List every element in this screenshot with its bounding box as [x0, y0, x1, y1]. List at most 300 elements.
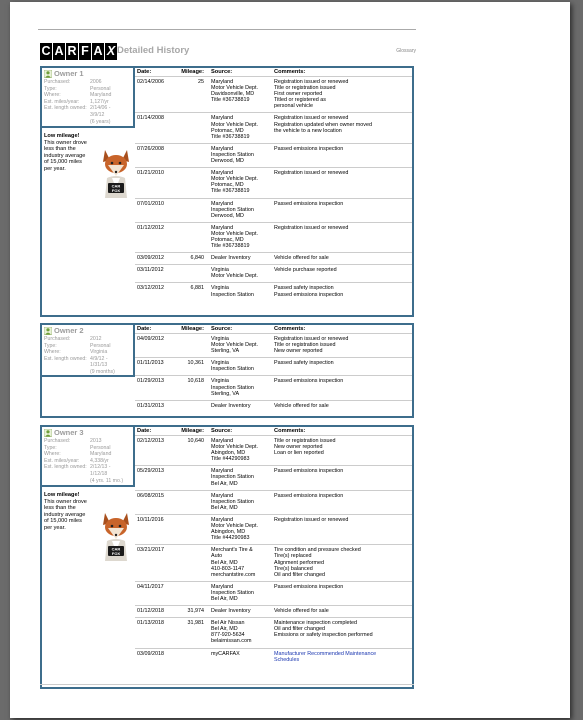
- owner-info-row: [44, 438, 131, 445]
- record-comment-line: Passed emissions inspection: [274, 583, 344, 590]
- record-comments: [272, 146, 412, 164]
- record-source: [209, 336, 272, 354]
- record-date: 01/12/2018: [137, 608, 164, 615]
- history-record-row: [135, 168, 412, 198]
- record-mileage: [172, 403, 209, 409]
- record-mileage: 10,640: [187, 438, 204, 444]
- logo-letter: A: [93, 44, 103, 58]
- history-record-row: [135, 334, 412, 358]
- owner-info-key: Purchased:: [44, 336, 71, 342]
- owner-title-text: Owner 2: [54, 326, 84, 335]
- record-date: 03/11/2012: [137, 267, 164, 274]
- record-comment-line: Registration issued or renewed: [274, 115, 349, 122]
- record-source-line: Motor Vehicle Dept.: [211, 85, 259, 92]
- next-section-edge: [40, 684, 414, 692]
- owner-info-box: [42, 325, 135, 377]
- svg-text:CAR: CAR: [111, 546, 121, 552]
- column-header-mileage: Mileage:: [181, 428, 204, 434]
- record-source-line: Inspection Station: [211, 291, 254, 298]
- record-source: [209, 608, 272, 614]
- record-comment-line: Passed emissions inspection: [274, 200, 344, 207]
- record-comments: [272, 493, 412, 511]
- record-source-line: Virginia: [211, 285, 229, 292]
- owner-info-value: 2006: [90, 79, 102, 85]
- record-source-line: merchantstire.com: [211, 571, 256, 578]
- record-date: 01/13/2018: [137, 620, 164, 627]
- history-record-row: [135, 582, 412, 606]
- record-comments: [272, 608, 412, 614]
- owner-info-row: [44, 119, 131, 126]
- history-record-row: [135, 649, 412, 666]
- record-source-line: Title #36738819: [211, 97, 250, 104]
- column-header-comments: Comments:: [274, 326, 306, 332]
- low-mileage-text: per year.: [44, 524, 66, 531]
- record-date: 03/09/2012: [137, 255, 164, 262]
- owner-info-list: [44, 336, 131, 376]
- record-mileage: 10,618: [187, 378, 204, 385]
- record-comment-line: Vehicle offered for sale: [274, 402, 329, 409]
- record-source: [209, 547, 272, 577]
- record-source-line: Motor Vehicle Dept.: [211, 444, 259, 451]
- low-mileage-text: This owner drove: [44, 498, 87, 505]
- owner-info-value: 4/9/12 -: [90, 355, 108, 362]
- record-source-line: Title #44290983: [211, 456, 250, 463]
- history-record-row: [135, 436, 412, 466]
- owner-info-key: Est. length owned:: [44, 105, 87, 112]
- carfax-fox-mascot-icon: [99, 509, 133, 561]
- owner-info-value: Maryland: [90, 92, 112, 99]
- column-header-source: Source:: [211, 69, 233, 75]
- record-mileage: [172, 584, 209, 602]
- record-comment-line: First owner reported: [274, 91, 323, 98]
- record-source-line: 410-803-1147: [211, 565, 245, 572]
- owner-info-row: [44, 451, 131, 458]
- owner-info-value: 2/14/06 -: [90, 105, 111, 112]
- record-source-line: Merchant's Tire &: [211, 547, 253, 554]
- record-source-line: Maryland: [211, 145, 234, 152]
- column-header-date: Date:: [137, 69, 152, 75]
- owner-info-key: Est. miles/year:: [44, 98, 80, 105]
- maintenance-schedule-link[interactable]: Manufacturer Recommended Maintenance: [274, 650, 377, 657]
- owner-info-value: Maryland: [90, 451, 112, 458]
- record-mileage: [172, 267, 209, 279]
- owner-info-row: [44, 362, 131, 369]
- record-date: 10/11/2016: [137, 516, 164, 523]
- record-source-line: Virginia: [211, 378, 229, 385]
- record-source: [209, 79, 272, 109]
- record-mileage: 25: [198, 79, 204, 85]
- record-source: [209, 360, 272, 372]
- record-source-line: Maryland: [211, 468, 234, 475]
- record-comments: [272, 201, 412, 219]
- record-comment-line: Tire condition and pressure checked: [274, 547, 361, 554]
- record-comments: [272, 79, 412, 109]
- column-header-comments: Comments:: [274, 69, 306, 75]
- record-comment-line: Vehicle offered for sale: [274, 255, 329, 262]
- record-comment-line: Passed emissions inspection: [274, 145, 344, 152]
- record-comments: [272, 225, 412, 249]
- history-record-row: [135, 265, 412, 283]
- owner-info-row: [44, 105, 131, 112]
- record-date: 05/29/2013: [137, 468, 164, 475]
- record-date: 01/12/2012: [137, 224, 164, 231]
- owner-info-list: [44, 438, 131, 484]
- record-comments: [272, 285, 412, 297]
- top-divider: [38, 29, 416, 30]
- low-mileage-heading: Low mileage!: [44, 133, 80, 139]
- record-comments: [272, 360, 412, 372]
- owner-info-value: 2012: [90, 336, 102, 342]
- record-comment-line: Passed emissions inspection: [274, 468, 344, 475]
- logo-letter: C: [41, 44, 51, 58]
- record-date: 07/01/2010: [137, 200, 164, 207]
- record-source-line: Maryland: [211, 79, 234, 85]
- owner-title-text: Owner 3: [54, 428, 84, 437]
- owner-info-row: [44, 112, 131, 119]
- owner-info-key: Purchased:: [44, 79, 71, 85]
- record-date: 04/09/2012: [137, 336, 164, 342]
- owner-info-key: [44, 362, 90, 369]
- record-source-line: Bel Air Nissan: [211, 620, 245, 627]
- record-source: [209, 170, 272, 194]
- low-mileage-text: industry average: [44, 152, 86, 159]
- owner-info-list: [44, 79, 131, 125]
- owner-info-row: [44, 478, 131, 485]
- record-mileage: [172, 336, 209, 354]
- record-comment-line: New owner reported: [274, 444, 323, 451]
- history-record-row: [135, 144, 412, 168]
- record-date: 07/26/2008: [137, 145, 164, 152]
- owner-info-key: Type:: [44, 85, 57, 92]
- record-date: 01/21/2010: [137, 170, 164, 177]
- history-record-row: [135, 113, 412, 143]
- owner-info-key: [44, 369, 90, 376]
- owner-info-value: Personal: [90, 85, 111, 92]
- record-comment-line: Passed emissions inspection: [274, 492, 344, 499]
- record-source-line: Abingdon, MD: [211, 529, 246, 536]
- owner-info-row: [44, 356, 131, 363]
- record-mileage: [172, 468, 209, 486]
- owner-info-value: Personal: [90, 444, 111, 451]
- record-source-line: Maryland: [211, 516, 234, 523]
- record-source-line: Derwood, MD: [211, 212, 244, 219]
- record-source-line: Maryland: [211, 115, 234, 122]
- history-table-header: [135, 68, 412, 77]
- history-record-row: [135, 606, 412, 618]
- record-source-line: Sterling, VA: [211, 348, 240, 355]
- owner-info-row: [44, 99, 131, 106]
- history-record-row: [135, 77, 412, 113]
- record-comments: [272, 620, 412, 644]
- record-comment-line: Registration issued or renewed: [274, 79, 349, 85]
- owner-info-key: Where:: [44, 92, 61, 99]
- record-comments: [272, 255, 412, 261]
- record-source-line: Inspection Station: [211, 151, 254, 158]
- history-table-header: [135, 427, 412, 436]
- record-source-line: Title #44290983: [211, 535, 250, 542]
- column-header-date: Date:: [137, 326, 152, 332]
- record-source: [209, 378, 272, 396]
- record-source-line: Motor Vehicle Dept.: [211, 230, 259, 237]
- record-comment-line: Title or registration issued: [274, 85, 336, 92]
- record-comment-line: Titled or registered as: [274, 97, 326, 104]
- owner-info-key: [44, 112, 90, 119]
- maintenance-schedule-link[interactable]: Schedules: [274, 656, 300, 663]
- column-header-mileage: Mileage:: [181, 69, 204, 75]
- record-source-line: Motor Vehicle Dept.: [211, 273, 259, 280]
- owner-info-key: Type:: [44, 342, 57, 349]
- history-record-row: [135, 515, 412, 545]
- record-date: 01/14/2008: [137, 115, 164, 122]
- record-source: [209, 115, 272, 139]
- history-record-row: [135, 401, 412, 412]
- record-source-line: Inspection Station: [211, 474, 254, 481]
- history-record-row: [135, 376, 412, 400]
- record-comment-line: Registration issued or renewed: [274, 336, 349, 342]
- record-date: 04/11/2017: [137, 583, 164, 590]
- record-source: [209, 651, 272, 663]
- history-record-row: [135, 223, 412, 253]
- report-header: [40, 43, 418, 63]
- record-date: 03/12/2012: [137, 285, 164, 292]
- carfax-fox-mascot-icon: [99, 146, 133, 198]
- owner-info-value: 1/31/13: [90, 362, 108, 369]
- record-date: 06/08/2015: [137, 492, 164, 499]
- record-source-line: Potomac, MD: [211, 236, 244, 243]
- owner-info-row: [44, 79, 131, 86]
- record-comment-line: Registration issued or renewed: [274, 516, 349, 523]
- owner-person-icon: [44, 70, 52, 78]
- record-mileage: [172, 170, 209, 194]
- record-comments: [272, 267, 412, 279]
- record-source: [209, 493, 272, 511]
- record-comments: [272, 336, 412, 354]
- record-comments: [272, 651, 412, 663]
- low-mileage-text: of 15,000 miles: [44, 159, 82, 166]
- record-comments: [272, 170, 412, 194]
- record-source: [209, 267, 272, 279]
- history-table-header: [135, 325, 412, 334]
- record-source-line: Dealer Inventory: [211, 402, 251, 409]
- record-source: [209, 620, 272, 644]
- record-comment-line: Passed emissions inspection: [274, 291, 344, 298]
- record-source-line: Auto: [211, 553, 223, 560]
- record-comment-line: Alignment performed: [274, 559, 325, 566]
- logo-letter: X: [106, 44, 116, 58]
- record-mileage: [172, 517, 209, 541]
- column-header-date: Date:: [137, 428, 152, 434]
- low-mileage-text: This owner drove: [44, 139, 87, 146]
- history-record-row: [135, 466, 412, 490]
- record-source: [209, 285, 272, 297]
- owner-info-key: Purchased:: [44, 438, 71, 444]
- record-source-line: Abingdon, MD: [211, 450, 246, 457]
- record-mileage: [172, 115, 209, 139]
- owner-summary: [42, 68, 133, 315]
- owner-info-row: [44, 458, 131, 465]
- record-comment-line: New owner reported: [274, 348, 323, 355]
- history-record-row: [135, 491, 412, 515]
- record-source-line: Motor Vehicle Dept.: [211, 121, 259, 128]
- history-record-row: [135, 199, 412, 223]
- owner-info-value: (4 yrs. 11 mo.): [90, 477, 124, 484]
- column-header-comments: Comments:: [274, 428, 306, 434]
- record-source-line: Sterling, VA: [211, 390, 240, 397]
- record-source-line: Inspection Station: [211, 366, 254, 373]
- record-comments: [272, 547, 412, 577]
- column-header-source: Source:: [211, 326, 233, 332]
- record-date: 01/31/2013: [137, 402, 164, 409]
- owner-person-icon: [44, 327, 52, 335]
- page-title: Detailed History: [117, 45, 190, 56]
- carfax-logo: [40, 43, 118, 60]
- owner-info-value: 4,338/yr: [90, 457, 109, 464]
- record-date: 02/12/2013: [137, 438, 164, 444]
- history-record-row: [135, 253, 412, 265]
- owner-info-value: Personal: [90, 342, 111, 349]
- record-comments: [272, 438, 412, 462]
- svg-text:FOX: FOX: [111, 550, 121, 556]
- record-source-line: Virginia: [211, 267, 229, 274]
- owner-info-row: [44, 471, 131, 478]
- owner-title-text: Owner 1: [54, 69, 84, 78]
- record-source-line: Title #36738819: [211, 243, 250, 250]
- record-source-line: Inspection Station: [211, 498, 254, 505]
- record-source-line: Bel Air, MD: [211, 595, 238, 602]
- record-source: [209, 468, 272, 486]
- record-source-line: Maryland: [211, 583, 234, 590]
- record-source: [209, 517, 272, 541]
- record-source-line: Title #36738819: [211, 133, 250, 140]
- column-header-source: Source:: [211, 428, 233, 434]
- record-source-line: Motor Vehicle Dept.: [211, 523, 259, 530]
- record-date: 03/21/2017: [137, 547, 164, 554]
- record-mileage: [172, 651, 209, 663]
- owner-info-value: (6 years): [90, 118, 111, 125]
- owner-block-2: [40, 323, 414, 418]
- record-source: [209, 255, 272, 261]
- low-mileage-text: less than the: [44, 146, 76, 153]
- low-mileage-text: less than the: [44, 505, 76, 512]
- record-source-line: Bel Air, MD: [211, 626, 238, 633]
- record-comment-line: Vehicle purchase reported: [274, 267, 337, 274]
- record-date: 03/09/2018: [137, 650, 164, 657]
- record-source-line: Potomac, MD: [211, 127, 244, 134]
- record-source-line: Maryland: [211, 438, 234, 444]
- record-comment-line: personal vehicle: [274, 103, 313, 110]
- owner-title: [44, 428, 131, 437]
- record-comment-line: Loan or lien reported: [274, 450, 324, 457]
- logo-letter: R: [67, 44, 77, 58]
- owner-summary: [42, 427, 133, 687]
- record-source-line: Maryland: [211, 170, 234, 177]
- owner-info-key: [44, 471, 90, 478]
- record-source: [209, 225, 272, 249]
- record-source-line: Dealer Inventory: [211, 608, 251, 615]
- owner-info-key: Est. miles/year:: [44, 457, 80, 464]
- record-mileage: 10,361: [187, 360, 204, 367]
- owner-info-row: [44, 349, 131, 356]
- record-comments: [272, 378, 412, 396]
- owner-info-box: [42, 68, 135, 128]
- record-mileage: [172, 146, 209, 164]
- record-mileage: [172, 225, 209, 249]
- record-source-line: Maryland: [211, 200, 234, 207]
- record-source-line: Bel Air, MD: [211, 504, 238, 511]
- record-comments: [272, 115, 412, 139]
- record-mileage: [172, 201, 209, 219]
- record-source: [209, 146, 272, 164]
- svg-text:CAR: CAR: [111, 183, 121, 189]
- record-comment-line: Oil and filter changed: [274, 571, 325, 578]
- record-comment-line: Vehicle offered for sale: [274, 608, 329, 615]
- low-mileage-text: per year.: [44, 165, 66, 172]
- owner-info-row: [44, 336, 131, 343]
- owner-info-value: 1/12/18: [90, 470, 108, 477]
- record-source-line: Inspection Station: [211, 589, 254, 596]
- record-comment-line: Registration issued or renewed: [274, 224, 349, 231]
- record-comments: [272, 517, 412, 541]
- record-comments: [272, 403, 412, 409]
- record-comment-line: Maintenance inspection completed: [274, 620, 358, 627]
- record-comment-line: Passed emissions inspection: [274, 378, 344, 385]
- owner-info-key: Type:: [44, 444, 57, 451]
- record-comment-line: Passed safety inspection: [274, 285, 334, 292]
- history-record-row: [135, 358, 412, 376]
- record-comment-line: Tire(s) replaced: [274, 553, 312, 560]
- glossary-link[interactable]: Glossary: [396, 48, 416, 54]
- owner-info-row: [44, 445, 131, 452]
- owner-info-row: [44, 92, 131, 99]
- record-source-line: Derwood, MD: [211, 158, 244, 165]
- history-record-row: [135, 545, 412, 581]
- owner-title: [44, 69, 131, 78]
- record-source-line: myCARFAX: [211, 650, 240, 657]
- record-source: [209, 403, 272, 409]
- record-source: [209, 438, 272, 462]
- record-comment-line: Oil and filter changed: [274, 626, 325, 633]
- column-header-mileage: Mileage:: [181, 326, 204, 332]
- owner-info-value: 2013: [90, 438, 102, 444]
- history-record-row: [135, 283, 412, 300]
- owner-info-row: [44, 86, 131, 93]
- record-date: 01/29/2013: [137, 378, 164, 385]
- owner-summary: [42, 325, 133, 416]
- record-source-line: Maryland: [211, 492, 234, 499]
- record-source-line: Davidsonville, MD: [211, 91, 255, 98]
- record-source-line: Maryland: [211, 224, 234, 231]
- record-comments: [272, 584, 412, 602]
- record-mileage: [172, 547, 209, 577]
- record-source-line: Motor Vehicle Dept.: [211, 342, 259, 349]
- owner-info-value: 1,127/yr: [90, 98, 109, 105]
- logo-letter: F: [79, 43, 91, 60]
- record-source-line: Virginia: [211, 360, 229, 367]
- record-comments: [272, 468, 412, 486]
- owner-info-row: [44, 369, 131, 376]
- record-comment-line: Title or registration issued: [274, 342, 336, 349]
- record-mileage: 31,981: [187, 620, 204, 627]
- record-mileage: [172, 493, 209, 511]
- record-comment-line: Registration updated when owner moved: [274, 121, 372, 128]
- record-source-line: Potomac, MD: [211, 182, 244, 189]
- record-source-line: Motor Vehicle Dept.: [211, 176, 259, 183]
- svg-text:FOX: FOX: [111, 187, 121, 193]
- record-source-line: Title #36738819: [211, 188, 250, 195]
- record-comment-line: Registration issued or renewed: [274, 170, 349, 177]
- record-comment-line: the vehicle to a new location: [274, 127, 342, 134]
- record-source-line: Inspection Station: [211, 206, 254, 213]
